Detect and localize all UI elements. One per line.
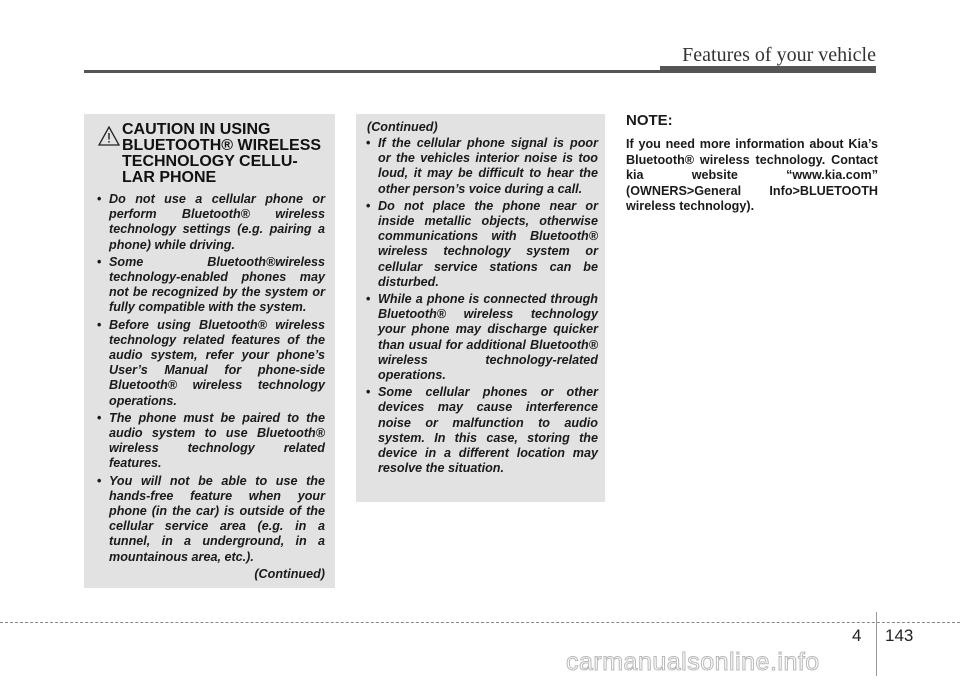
caution-item: • If the cellular phone signal is poor or the vehicles interior noise is too loud, it may be difficult to hear the other person’s voice during a call.: [365, 136, 598, 197]
note-heading: NOTE:: [626, 112, 673, 129]
page-number: 143: [885, 626, 914, 645]
caution-title-line: CAUTION IN USING: [122, 121, 271, 138]
watermark-text: carmanualsonline.info: [566, 648, 820, 676]
caution-title-line: TECHNOLOGY CELLU-: [122, 153, 298, 170]
caution-title-line: LAR PHONE: [122, 169, 217, 186]
caution-continued-box: [356, 114, 605, 502]
chapter-number: 4: [852, 626, 862, 645]
page-header-title: Features of your vehicle: [682, 44, 876, 66]
page-number-divider: [876, 612, 877, 676]
caution-item: • Some Bluetooth®wireless technology-enabled phones may not be recognized by the system or fully compatible with the system.: [96, 255, 325, 316]
caution-list: [96, 192, 325, 565]
header-rule-accent: [660, 66, 876, 73]
caution-title-line: BLUETOOTH® WIRELESS: [122, 137, 322, 154]
caution-header: [96, 122, 325, 186]
continued-label: (Continued): [254, 566, 325, 581]
continued-label: (Continued): [367, 120, 438, 134]
caution-item: • While a phone is connected through Bluetooth® wireless technology your phone may discharge quicker than usual for additional Bluetooth® wireless technology-related operations.: [365, 292, 598, 383]
caution-continued-list: [365, 136, 598, 476]
caution-item: • Do not place the phone near or inside metallic objects, otherwise communications with Bluetooth® wireless technology system or cellular service stations can be disturbed.: [365, 199, 598, 290]
caution-item: • Do not use a cellular phone or perform Bluetooth® wireless technology settings (e.g. pairing a phone) while driving.: [96, 192, 325, 253]
note-section: [626, 112, 878, 215]
footer-rule: [0, 622, 960, 623]
caution-item: • Before using Bluetooth® wireless technology related features of the audio system, refer your phone’s User’s Manual for phone-side Bluetooth® wireless technology operations.: [96, 318, 325, 409]
caution-title: [122, 122, 325, 186]
caution-item: • Some cellular phones or other devices may cause interference noise or malfunction to audio system. In this case, storing the device in a different location may resolve the situation.: [365, 385, 598, 476]
warning-triangle-icon: [98, 126, 120, 146]
caution-box: [84, 114, 335, 588]
caution-item: • The phone must be paired to the audio system to use Bluetooth® wireless technology related features.: [96, 411, 325, 472]
caution-item: • You will not be able to use the hands-free feature when your phone (in the car) is outside of the cellular service area (e.g. in a tunnel, in a underground, in a mountainous area, etc.).: [96, 474, 325, 565]
note-text: If you need more information about Kia’s Bluetooth® wireless technology. Contact kia website “www.kia.com” (OWNERS>General Info>BLUETOOTH wireless technology).: [626, 137, 878, 213]
